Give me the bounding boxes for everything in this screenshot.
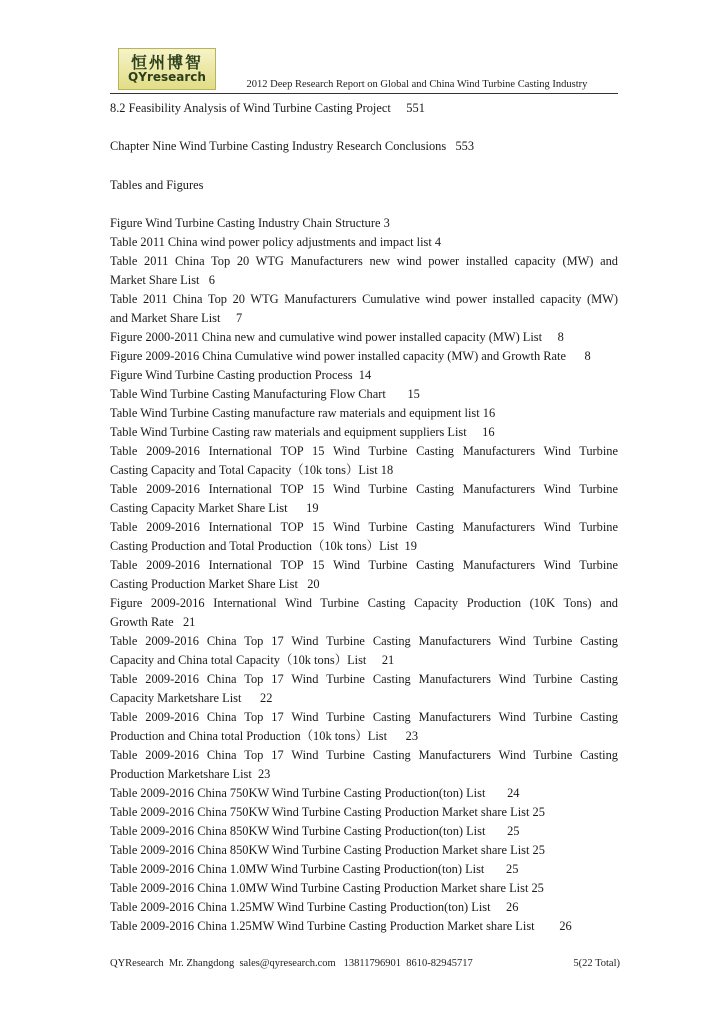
- toc-entry: Table 2009-2016 China 1.25MW Wind Turbine Casting Production Market share List 26: [110, 919, 572, 933]
- toc-entry: Figure 2009-2016 International Wind Turbine Casting Capacity Production (10K Tons) and: [110, 596, 618, 610]
- logo-chinese-text: 恒州博智: [130, 53, 203, 72]
- toc-entry-continued: Production Marketshare List 23: [110, 767, 271, 781]
- footer-contact: QYResearch Mr. Zhangdong sales@qyresearch.com 13811796901 8610-82945717: [110, 958, 473, 969]
- toc-entry: Table 2009-2016 China 1.0MW Wind Turbine Casting Production Market share List 25: [110, 881, 544, 895]
- toc-entry: Table 2009-2016 China 750KW Wind Turbine Casting Production Market share List 25: [110, 805, 545, 819]
- toc-entry: Table 2009-2016 China 1.0MW Wind Turbine Casting Production(ton) List 25: [110, 862, 519, 876]
- toc-entry: Table 2009-2016 International TOP 15 Wind Turbine Casting Manufacturers Wind Turbine: [110, 444, 618, 458]
- toc-entry: Chapter Nine Wind Turbine Casting Industry Research Conclusions 553: [110, 139, 475, 153]
- toc-entry-continued: Casting Production and Total Production（10k tons）List 19: [110, 539, 417, 553]
- toc-entry-continued: and Market Share List 7: [110, 311, 243, 325]
- toc-entry: Table 2011 China Top 20 WTG Manufacturers Cumulative wind power installed capacity (MW): [110, 292, 618, 306]
- toc-entry-continued: Capacity Marketshare List 22: [110, 691, 273, 705]
- toc-entry: Table Wind Turbine Casting Manufacturing Flow Chart 15: [110, 387, 420, 401]
- toc-entry: Table 2009-2016 International TOP 15 Wind Turbine Casting Manufacturers Wind Turbine: [110, 520, 618, 534]
- toc-entry-continued: Market Share List 6: [110, 273, 215, 287]
- report-title: 2012 Deep Research Report on Global and China Wind Turbine Casting Industry: [246, 79, 588, 90]
- toc-entry-continued: Growth Rate 21: [110, 615, 196, 629]
- qyresearch-logo: [118, 48, 216, 90]
- toc-entry-continued: Capacity and China total Capacity（10k tons）List 21: [110, 653, 395, 667]
- toc-entry: Table 2011 China Top 20 WTG Manufacturers new wind power installed capacity (MW) and: [110, 254, 618, 268]
- toc-entry-continued: Production and China total Production（10k tons）List 23: [110, 729, 419, 743]
- toc-entry: 8.2 Feasibility Analysis of Wind Turbine Casting Project 551: [110, 101, 425, 115]
- toc-entry-continued: Casting Capacity and Total Capacity（10k tons）List 18: [110, 463, 394, 477]
- toc-entry: Figure Wind Turbine Casting Industry Chain Structure 3: [110, 216, 390, 230]
- toc-entry: Table 2009-2016 International TOP 15 Wind Turbine Casting Manufacturers Wind Turbine: [110, 558, 618, 572]
- toc-entry: Table 2009-2016 China 850KW Wind Turbine Casting Production(ton) List 25: [110, 824, 520, 838]
- toc-entry: Table 2009-2016 China Top 17 Wind Turbine Casting Manufacturers Wind Turbine Casting: [110, 672, 618, 686]
- page-header: [110, 48, 618, 94]
- header-divider: [110, 93, 618, 94]
- toc-entry: Figure 2009-2016 China Cumulative wind power installed capacity (MW) and Growth Rate 8: [110, 349, 591, 363]
- toc-entry: Table 2009-2016 China Top 17 Wind Turbine Casting Manufacturers Wind Turbine Casting: [110, 748, 618, 762]
- page-number: 5(22 Total): [573, 958, 620, 969]
- toc-entry: Table 2009-2016 International TOP 15 Wind Turbine Casting Manufacturers Wind Turbine: [110, 482, 618, 496]
- toc-entry: Table 2011 China wind power policy adjustments and impact list 4: [110, 235, 442, 249]
- section-heading: Tables and Figures: [110, 178, 204, 192]
- toc-entry-continued: Casting Capacity Market Share List 19: [110, 501, 319, 515]
- toc-entry-continued: Casting Production Market Share List 20: [110, 577, 320, 591]
- toc-entry: Table Wind Turbine Casting manufacture raw materials and equipment list 16: [110, 406, 496, 420]
- page-footer: [110, 958, 620, 974]
- toc-entry: Figure 2000-2011 China new and cumulative wind power installed capacity (MW) List 8: [110, 330, 564, 344]
- toc-entry: Table 2009-2016 China Top 17 Wind Turbine Casting Manufacturers Wind Turbine Casting: [110, 634, 618, 648]
- toc-entry: Table 2009-2016 China Top 17 Wind Turbine Casting Manufacturers Wind Turbine Casting: [110, 710, 618, 724]
- toc-entry: Table Wind Turbine Casting raw materials and equipment suppliers List 16: [110, 425, 495, 439]
- logo-english-text: QYresearch: [128, 70, 206, 84]
- toc-entry: Table 2009-2016 China 1.25MW Wind Turbine Casting Production(ton) List 26: [110, 900, 519, 914]
- toc-entry: Table 2009-2016 China 850KW Wind Turbine Casting Production Market share List 25: [110, 843, 545, 857]
- toc-entry: Table 2009-2016 China 750KW Wind Turbine Casting Production(ton) List 24: [110, 786, 520, 800]
- toc-entry: Figure Wind Turbine Casting production Process 14: [110, 368, 372, 382]
